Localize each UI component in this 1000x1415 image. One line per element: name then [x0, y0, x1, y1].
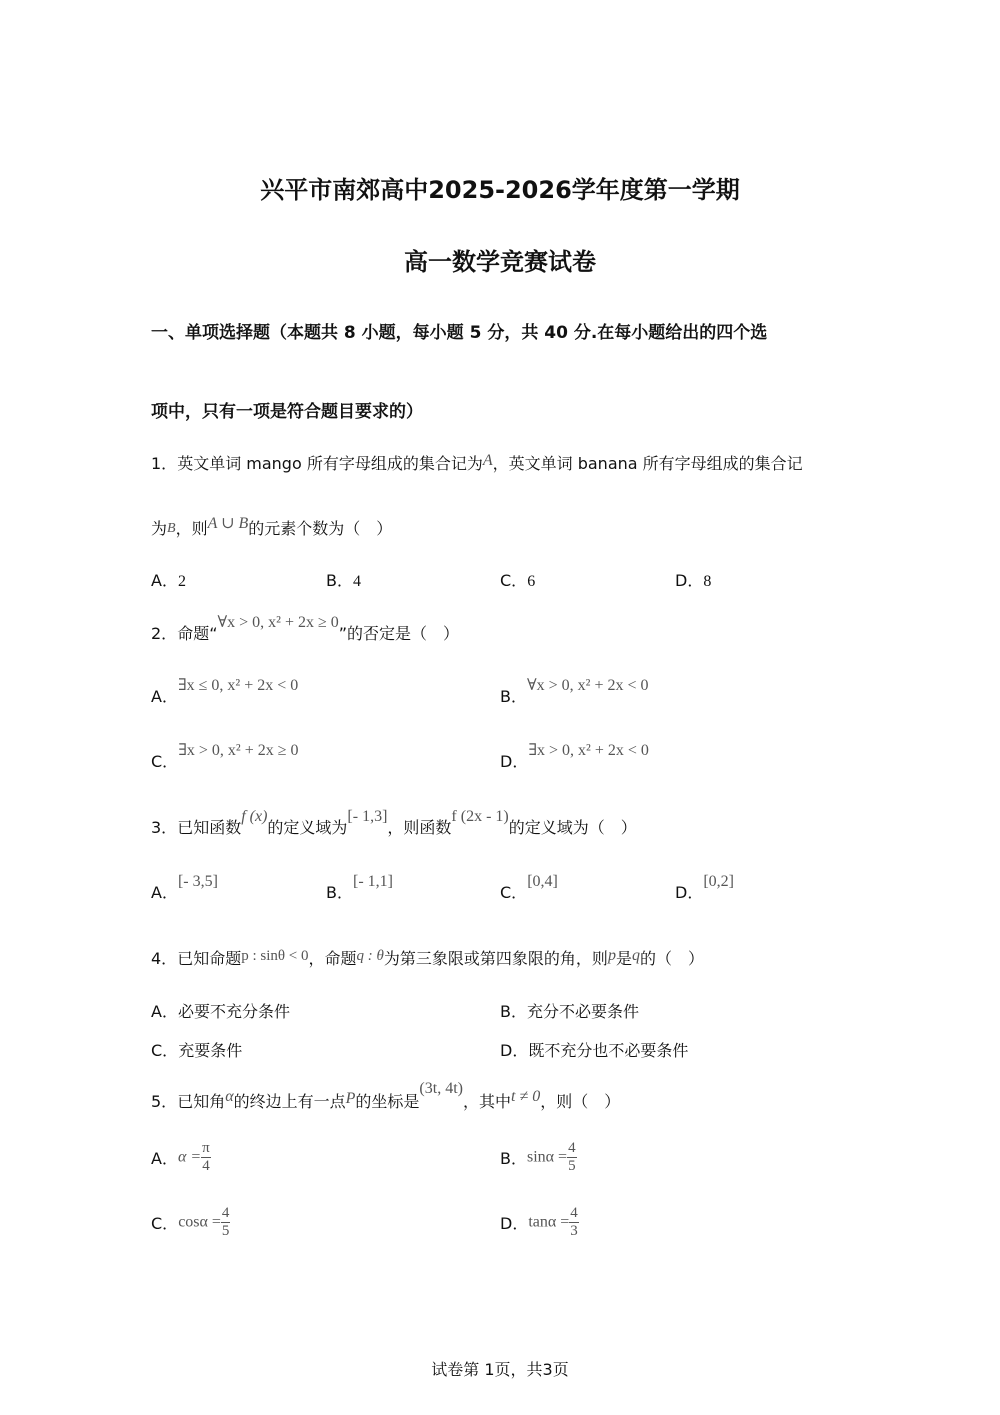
fraction: [569, 1205, 579, 1240]
option-label: B．: [500, 1149, 527, 1168]
question-text: 的（ ）: [639, 949, 704, 968]
option-text: 6: [527, 573, 536, 590]
math-expression: α: [225, 1088, 234, 1105]
question-text: 为: [151, 519, 168, 538]
question-2-stem: [151, 614, 460, 644]
question-3-option-b[interactable]: [326, 873, 393, 903]
question-5-option-c[interactable]: [151, 1205, 230, 1240]
question-5-stem: [151, 1080, 621, 1112]
option-label: D．: [675, 571, 704, 590]
question-1-option-b[interactable]: [326, 568, 361, 591]
option-label: D．: [500, 752, 529, 771]
option-text: 既不充分也不必要条件: [528, 1041, 689, 1060]
question-2-option-d[interactable]: [500, 742, 649, 772]
option-label: A．: [151, 1002, 178, 1021]
math-expression: A: [482, 452, 493, 469]
question-text: 是: [615, 949, 632, 968]
question-text: 命题“: [177, 624, 218, 643]
page-footer: 试卷第 1页，共3页: [431, 1360, 569, 1379]
fraction-numerator: 4: [221, 1205, 230, 1221]
math-expression: ∀x > 0, x² + 2x ≥ 0: [217, 614, 339, 631]
option-label: C．: [151, 1214, 179, 1233]
option-text: 4: [352, 573, 361, 590]
option-label: D．: [500, 1214, 529, 1233]
question-4-stem: [151, 946, 704, 969]
question-1-line1: [151, 451, 803, 474]
option-text: 充分不必要条件: [526, 1002, 639, 1021]
question-text: ，则: [175, 519, 208, 538]
option-text: 必要不充分条件: [177, 1002, 290, 1021]
question-text: ”的否定是（ ）: [338, 624, 460, 643]
question-1-option-d[interactable]: [675, 568, 711, 591]
question-number: 4．: [151, 949, 178, 968]
question-number: 3．: [151, 818, 178, 837]
question-1-option-c[interactable]: [500, 568, 535, 591]
math-expression: q: [631, 947, 640, 964]
math-expression: (3t, 4t): [419, 1080, 463, 1097]
option-label: C．: [500, 883, 528, 902]
math-expression: [- 1,3]: [347, 808, 388, 825]
fraction-denominator: 5: [568, 1158, 576, 1174]
section-heading-line2: 项中，只有一项是符合题目要求的）: [151, 402, 423, 422]
question-text: ，则（ ）: [540, 1092, 621, 1111]
option-label: D．: [500, 1041, 529, 1060]
question-1-option-a[interactable]: [151, 568, 186, 591]
option-label: A．: [151, 687, 178, 706]
math-expression: p : sinθ < 0: [241, 948, 309, 964]
question-text: ，则函数: [387, 818, 452, 837]
option-text: 充要条件: [178, 1041, 243, 1060]
question-2-option-a[interactable]: [151, 677, 299, 707]
question-3-stem: [151, 808, 637, 838]
math-expression: q : θ: [356, 948, 384, 964]
option-math-lhs: cosα =: [178, 1213, 221, 1231]
option-label: C．: [151, 752, 179, 771]
option-label: C．: [151, 1041, 179, 1060]
question-1-line2: [151, 516, 392, 539]
option-math: ∃x > 0, x² + 2x ≥ 0: [178, 742, 299, 759]
section-heading-line1: 一、单项选择题（本题共 8 小题，每小题 5 分，共 40 分.在每小题给出的四个选: [151, 323, 768, 343]
option-label: D．: [675, 883, 704, 902]
question-2-option-b[interactable]: [500, 677, 649, 707]
math-expression: f (x): [241, 808, 268, 825]
fraction-numerator: π: [202, 1140, 210, 1156]
option-label: B．: [500, 687, 527, 706]
fraction-denominator: 3: [570, 1223, 578, 1239]
option-math-lhs: α =: [177, 1148, 202, 1166]
question-text: 英文单词 mango 所有字母组成的集合记为: [177, 454, 483, 473]
question-text: 的终边上有一点: [233, 1092, 346, 1111]
math-expression: t ≠ 0: [510, 1088, 541, 1105]
option-label: C．: [500, 571, 528, 590]
question-4-option-d[interactable]: [500, 1038, 688, 1061]
question-5-option-a[interactable]: [151, 1140, 211, 1175]
fraction: [567, 1140, 577, 1175]
option-label: A．: [151, 883, 178, 902]
question-text: 的定义域为: [267, 818, 348, 837]
option-math: ∃x > 0, x² + 2x < 0: [528, 742, 649, 759]
fraction-numerator: 4: [570, 1205, 578, 1221]
question-number: 1．: [151, 454, 178, 473]
option-label: A．: [151, 571, 178, 590]
question-2-option-c[interactable]: [151, 742, 299, 772]
question-5-option-d[interactable]: [500, 1205, 579, 1240]
question-text: 为第三象限或第四象限的角，则: [383, 949, 608, 968]
option-math: ∀x > 0, x² + 2x < 0: [526, 677, 649, 694]
option-text: 2: [177, 573, 186, 590]
option-math-lhs: tanα =: [528, 1213, 570, 1231]
option-math: [0,4]: [527, 873, 558, 890]
question-number: 5．: [151, 1092, 178, 1111]
option-math: [- 1,1]: [352, 873, 393, 890]
option-math: [- 3,5]: [177, 873, 218, 890]
question-number: 2．: [151, 624, 178, 643]
question-text: 已知函数: [177, 818, 242, 837]
question-text: ，命题: [308, 949, 357, 968]
math-expression: f (2x - 1): [451, 808, 509, 825]
exam-title-line1: 兴平市南郊高中2025-2026学年度第一学期: [260, 176, 740, 204]
option-label: A．: [151, 1149, 178, 1168]
fraction-denominator: 4: [202, 1158, 210, 1174]
option-label: B．: [326, 883, 353, 902]
fraction-numerator: 4: [568, 1140, 576, 1156]
option-math: [0,2]: [703, 873, 734, 890]
question-4-option-c[interactable]: [151, 1038, 242, 1061]
fraction-denominator: 5: [221, 1223, 230, 1239]
question-text: ，其中: [462, 1092, 511, 1111]
question-3-option-c[interactable]: [500, 873, 558, 903]
question-text: 已知角: [177, 1092, 226, 1111]
question-text: 的定义域为（ ）: [508, 818, 637, 837]
exam-title-line2: 高一数学竞赛试卷: [404, 248, 596, 276]
math-expression: B: [167, 521, 176, 536]
question-4-option-b[interactable]: [500, 999, 639, 1022]
question-5-option-b[interactable]: [500, 1140, 577, 1175]
fraction: [221, 1205, 231, 1240]
option-label: B．: [326, 571, 353, 590]
fraction: [201, 1140, 211, 1175]
option-math-lhs: sinα =: [526, 1148, 568, 1166]
math-expression: P: [345, 1090, 356, 1107]
math-expression: p: [607, 947, 616, 964]
option-text: 8: [703, 573, 712, 590]
option-math: ∃x ≤ 0, x² + 2x < 0: [177, 677, 299, 694]
question-text: 已知命题: [177, 949, 242, 968]
question-text: 的元素个数为（ ）: [248, 519, 393, 538]
question-3-option-d[interactable]: [675, 873, 734, 903]
question-3-option-a[interactable]: [151, 873, 218, 903]
math-expression: A ∪ B: [207, 515, 249, 532]
question-text: 的坐标是: [355, 1092, 420, 1111]
question-4-option-a[interactable]: [151, 999, 290, 1022]
option-label: B．: [500, 1002, 527, 1021]
question-text: ，英文单词 banana 所有字母组成的集合记: [492, 454, 803, 473]
